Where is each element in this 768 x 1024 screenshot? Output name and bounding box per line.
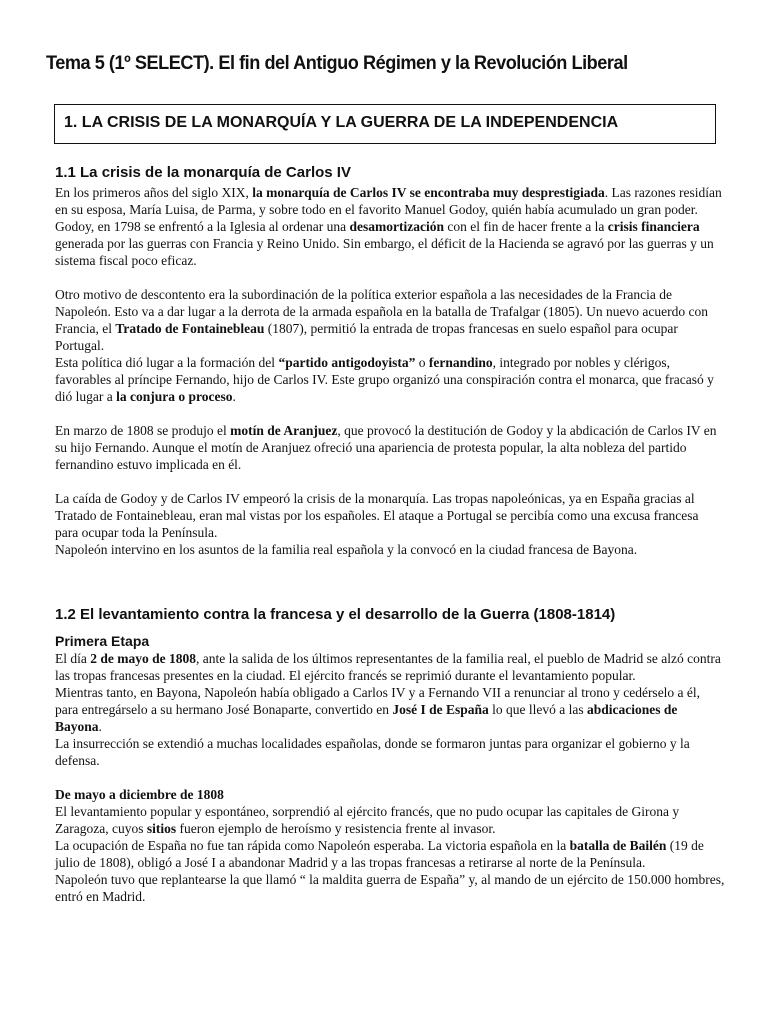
period-heading: De mayo a diciembre de 1808 (55, 787, 224, 802)
bold-text: desamortización (349, 219, 444, 234)
paragraph: En los primeros años del siglo XIX, la monarquía de Carlos IV se encontraba muy desprestigiada. Las razones residían en su esposa, María Luisa, de Parma, y sobre todo en el favorito Manuel Godoy, quién había acumulado un gran poder. (55, 185, 722, 217)
paragraph: La insurrección se extendió a muchas localidades españolas, donde se formaron juntas para organizar el gobierno y la defensa. (55, 736, 690, 768)
bold-text: sitios (146, 821, 177, 836)
paragraph: La ocupación de España no fue tan rápida como Napoleón esperaba. La victoria española en la batalla de Bailén (19 de julio de 1808), obligó a José I a abandonar Madrid y a las tropas francesas a retirarse al norte de la Península. (55, 838, 704, 870)
bold-text: 2 de mayo de 1808 (90, 651, 196, 666)
paragraph: Napoleón tuvo que replantearse la que llamó “ la maldita guerra de España” y, al mando de un ejército de 150.000 hombres, entró en Madrid. (55, 872, 725, 904)
bold-text: motín de Aranjuez (230, 423, 338, 438)
bold-text: Tratado de Fontainebleau (115, 321, 265, 336)
stage-heading: Primera Etapa (55, 633, 150, 649)
bold-text: José I de España (392, 702, 489, 717)
bold-text: la conjura o proceso (116, 389, 233, 404)
paragraph: En marzo de 1808 se produjo el motín de Aranjuez, que provocó la destitución de Godoy y la abdicación de Carlos IV en su hijo Fernando. Aunque el motín de Aranjuez ofreció una apariencia de protesta popular, la alta nobleza del partido fernandino estuvo implicada en él. (55, 423, 717, 472)
paragraph: Godoy, en 1798 se enfrentó a la Iglesia al ordenar una desamortización con el fin de hacer frente a la crisis financiera generada por las guerras con Francia y Reino Unido. Sin embargo, el déficit de la Hacienda se agravó por las guerras y un sistema fiscal poco eficaz. (55, 219, 714, 268)
section-heading: 1. LA CRISIS DE LA MONARQUÍA Y LA GUERRA DE LA INDEPENDENCIA (64, 114, 619, 131)
subsection-heading-1-2: 1.2 El levantamiento contra la francesa y el desarrollo de la Guerra (1808-1814) (55, 606, 616, 623)
paragraph: Esta política dió lugar a la formación del “partido antigodoyista” o fernandino, integrado por nobles y clérigos, favorables al príncipe Fernando, hijo de Carlos IV. Este grupo organizó una conspiración contra el monarca, que fracasó y dió lugar a la conjura o proceso. (55, 355, 714, 404)
paragraph: El día 2 de mayo de 1808, ante la salida de los últimos representantes de la familia real, el pueblo de Madrid se alzó contra las tropas francesas presentes en la ciudad. El ejército francés se reprimió durante el levantamiento popular. (55, 651, 721, 683)
bold-text: abdicaciones de Bayona (55, 702, 678, 734)
bold-text: fernandino (428, 355, 493, 370)
paragraph: Napoleón intervino en los asuntos de la familia real española y la convocó en la ciudad francesa de Bayona. (55, 542, 638, 557)
subsection-heading-1-1: 1.1 La crisis de la monarquía de Carlos IV (55, 164, 351, 181)
bold-text: la monarquía de Carlos IV se encontraba muy desprestigiada (252, 185, 605, 200)
paragraph: La caída de Godoy y de Carlos IV empeoró la crisis de la monarquía. Las tropas napoleónicas, ya en España gracias al Tratado de Fontainebleau, eran mal vistas por los españoles. El ataque a Portugal se percibía como una excusa francesa para ocupar toda la Península. (55, 491, 699, 540)
bold-text: batalla de Bailén (569, 838, 667, 853)
subsection-1-2-body (55, 650, 725, 905)
bold-text: crisis financiera (607, 219, 700, 234)
paragraph: El levantamiento popular y espontáneo, sorprendió al ejército francés, que no pudo ocupar las capitales de Girona y Zaragoza, cuyos sitios fueron ejemplo de heroísmo y resistencia frente al invasor. (55, 804, 680, 836)
bold-text: “partido antigodoyista” (278, 355, 416, 370)
document-title: Tema 5 (1º SELECT). El fin del Antiguo Régimen y la Revolución Liberal (46, 52, 628, 74)
paragraph: Mientras tanto, en Bayona, Napoleón había obligado a Carlos IV y a Fernando VII a renunciar al trono y cedérselo a él, para entregárselo a su hermano José Bonaparte, convertido en José I de España lo que llevó a las abdicaciones de Bayona. (55, 685, 701, 734)
subsection-1-1-body (55, 184, 725, 558)
section-heading-box (54, 104, 716, 144)
paragraph: Otro motivo de descontento era la subordinación de la política exterior española a las necesidades de la Francia de Napoleón. Esto va a dar lugar a la derrota de la armada española en la batalla de Trafalgar (1805). Un nuevo acuerdo con Francia, el Tratado de Fontainebleau (1807), permitió la entrada de tropas francesas en suelo español para ocupar Portugal. (55, 287, 708, 353)
